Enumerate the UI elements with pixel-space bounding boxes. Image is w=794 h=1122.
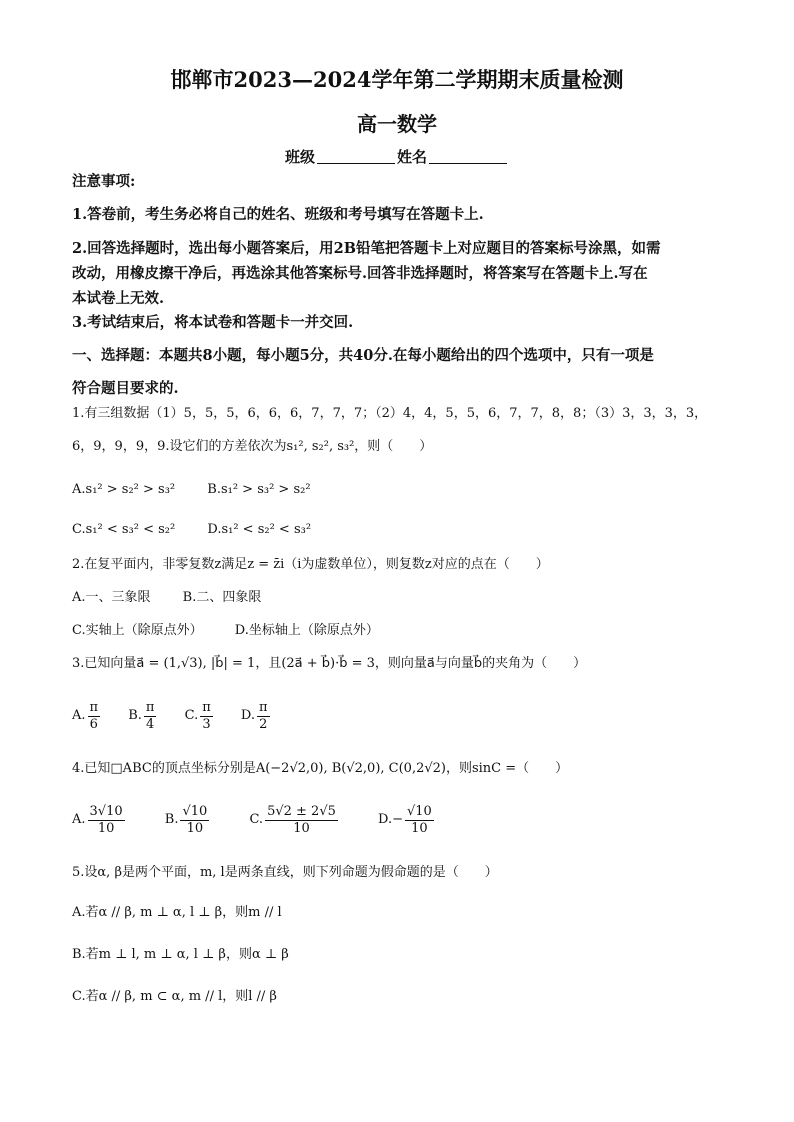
q1-stem-line1: 1.有三组数据（1）5，5，5，6，6，6，7，7，7；（2）4，4，5，5，6，7，7，8，8；（3）3，3，3，3， [72,406,708,421]
q3-option-b: B. $\frac{\pi}{4}$ [128,699,155,732]
q2-option-b: B.二、四象限 [182,590,262,605]
q2-option-d: D.坐标轴上（除原点外） [234,623,379,638]
class-blank [317,149,395,164]
q5-option-a: A.若α // β, m ⊥ α, l ⊥ β，则m // l [72,905,282,920]
note-item-2-line2: 改动，用橡皮擦干净后，再选涂其他答案标号.回答非选择题时，将答案写在答题卡上.写在 [72,265,648,282]
q1-option-b: B.s₁² > s₃² > s₂² [207,482,311,497]
q1-option-c: C.s₁² < s₃² < s₂² [72,522,176,537]
q4-option-c: C. $\frac{5√2 \pm 2√5}{10}$ [249,803,336,836]
q1-option-a: A.s₁² > s₂² > s₃² [72,482,176,497]
notes-heading: 注意事项: [72,173,136,190]
q4-options [72,802,470,839]
q5-option-b: B.若m ⊥ l, m ⊥ α, l ⊥ β，则α ⊥ β [72,947,289,962]
q2-option-a: A.一、三象限 [72,590,151,605]
q3-stem: 3.已知向量a⃗ = (1,√3), |b⃗| = 1，且(2a⃗ + b⃗)·b⃗ = 3，则向量a⃗与向量b⃗的夹角为（ ） [72,656,587,671]
q3-options [72,698,294,735]
note-item-2-line3: 本试卷上无效. [72,290,165,307]
q2-options-row1 [72,589,289,607]
section1-line2: 符合题目要求的. [72,380,179,397]
exam-subject: 高一数学 [357,112,437,136]
q4-option-a: A. $\frac{3√10}{10}$ [72,803,123,836]
q1-option-d: D.s₁² < s₂² < s₃² [207,522,312,537]
section1-line1: 一、选择题：本题共8小题，每小题5分，共40分.在每小题给出的四个选项中，只有一项是 [72,347,654,364]
q4-stem: 4.已知□ABC的顶点坐标分别是A(−2√2,0), B(√2,0), C(0,2√2)，则sinC =（ ） [72,761,569,776]
q5-option-c: C.若α // β, m ⊂ α, m // l，则l // β [72,989,277,1004]
note-item-1: 1.答卷前，考生务必将自己的姓名、班级和考号填写在答题卡上. [72,206,484,223]
note-item-3: 3.考试结束后，将本试卷和答题卡一并交回. [72,314,354,331]
class-name-line [0,146,794,168]
q5-stem: 5.设α, β是两个平面，m, l是两条直线，则下列命题为假命题的是（ ） [72,865,498,880]
q1-options-row2 [72,521,339,539]
q2-options-row2 [72,622,407,640]
q2-stem: 2.在复平面内，非零复数z满足z = z̄i（i为虚数单位），则复数z对应的点在（ ） [72,557,549,572]
q4-option-d: D.− $\frac{√10}{10}$ [378,803,432,836]
exam-title: 邯郸市2023—2024学年第二学期期末质量检测 [170,67,624,92]
q2-option-c: C.实轴上（除原点外） [72,623,203,638]
q4-option-b: B. $\frac{√10}{10}$ [164,803,208,836]
name-blank [429,149,507,164]
q1-stem-line2: 6，9，9，9，9.设它们的方差依次为s₁², s₂², s₃²，则（ ） [72,439,433,454]
q3-option-d: D. $\frac{\pi}{2}$ [240,699,268,732]
class-label: 班级 [284,148,315,166]
name-label: 姓名 [397,148,428,166]
q1-options-row1 [72,481,339,499]
q3-option-a: A. $\frac{\pi}{6}$ [72,699,99,732]
q3-option-c: C. $\frac{\pi}{3}$ [184,699,211,732]
note-item-2-line1: 2.回答选择题时，选出每小题答案后，用2B铅笔把答题卡上对应题目的答案标号涂黑，如需 [72,240,661,257]
